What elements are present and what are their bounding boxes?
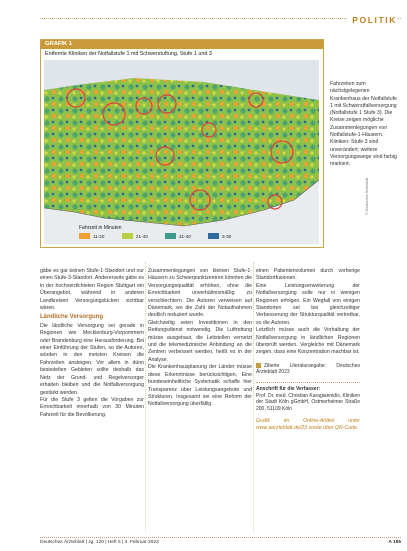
- legend-label: 11-20: [93, 233, 105, 239]
- paragraph: Für die Stufe 3 gelten die Vorgaben zur Erreichbarkeit innerhalb von 30 Minuten Fahrzeit für die Bevölkerung.: [40, 396, 144, 418]
- legend-label: 21-40: [136, 233, 148, 239]
- page-footer: [40, 537, 401, 547]
- paragraph: Eine Leistungserweiterung der Notfallversorgung solle nur in wenigen Regionen erfolgen. Ein Wegfall von einigen Standorten sei bei gleichzeitiger Verbesserung der Strukturqualität vertretbar, so die Autoren.: [256, 282, 360, 326]
- text-column-3: [256, 268, 360, 432]
- author-box: [256, 382, 360, 412]
- legend-item: [208, 233, 251, 239]
- subheading: Ländliche Versorgung: [40, 314, 104, 321]
- square-bullet-icon: [256, 363, 261, 368]
- legend-label: 31-40: [179, 233, 191, 239]
- header-rule: [40, 18, 401, 19]
- paragraph: Die Krankenhausplanung der Länder müsse diese Erkenntnisse berücksichtigen. Eine bundeseinheitliche Systematik schaffe hier Transparenz über Leistungsangebote und Strukturen. Insgesamt sei eine Reform der Notfallversorgung überfällig.: [148, 364, 252, 408]
- column-divider: [145, 262, 146, 532]
- legend-swatch: [165, 233, 176, 239]
- footer-rule: [40, 537, 401, 538]
- legend-swatch: [208, 233, 219, 239]
- legend-item: [79, 233, 122, 239]
- paragraph: Zusammenlegungen von kleinen Stufe-1-Häusern zu Schwerpunktzentren könnten die Versorgungsqualität erhöhen, ohne die Erreichbarkeit unverhältnismäßig zu verschlechtern. Die Autoren verweisen auf Dänemark, wo die Zahl der Notaufnahmen deutlich reduziert wurde.: [148, 268, 252, 319]
- footer-publication: Deutsches Ärzteblatt | Jg. 120 | Heft 5 | 3. Februar 2023: [40, 540, 159, 545]
- legend-row: [79, 233, 251, 239]
- citation-note: [256, 363, 360, 376]
- figure-label: GRAFIK 1: [41, 40, 323, 49]
- citation-text: Zitierte Literaturangabe: Deutsches Ärzteblatt 2023: [256, 362, 360, 376]
- legend-item: [165, 233, 208, 239]
- paragraph: Die ländliche Versorgung sei gerade in Regionen wie Mecklenburg-Vorpommern oder Brandenburg eine Herausforderung. Bei einer Einführung der Stufen, so die Autoren, würden in den meisten Kreisen die Fahrzeiten ansteigen. Vor allem in dünn besiedelten Gebieten sollte deshalb das Netz der Grund- und Regelversorger erhalten bleiben und die Notfallversorgung gestärkt werden.: [40, 322, 144, 396]
- paragraph: Gleichzeitig seien Investitionen in den Rettungsdienst notwendig. Die Luftrettung müsse ausgebaut, die Leitstellen vernetzt und die telemedizinische Anbindung an die Zentren verbessert werden, heißt es in der Analyse.: [148, 319, 252, 363]
- legend-item: [122, 233, 165, 239]
- legend-title: Fahrzeit in Minuten: [79, 225, 122, 231]
- paragraph: einen Patientenvolumen durch vorherige Standortfusionen.: [256, 268, 360, 282]
- column-divider: [253, 262, 254, 532]
- text-column-2: [148, 268, 252, 409]
- legend-swatch: [122, 233, 133, 239]
- figure-title: Entfernte Kliniken der Notfallstufe 1 mit Schwerstuftung, Stufe 1 und 3: [45, 51, 212, 57]
- paragraph: gäbe es gar keinen Stufe-1-Standort und nur einen Stufe-3-Standort. Andererseits gäbe es in der hochverdichteten Region Stuttgart ein Überangebot, während in anderen Landkreisen Versorgungslücken sichtbar wären.: [40, 268, 144, 312]
- copyright-note: © Deutsches Ärzteblatt: [365, 178, 369, 215]
- text-column-1: [40, 268, 144, 419]
- section-label: POLITIK: [348, 15, 397, 25]
- author-box-text: Prof. Dr. med. Christian Karagiannidis, Kliniken der Stadt Köln gGmbH, Ostmerheimer Straße 200, 51109 Köln: [256, 392, 360, 412]
- germany-map: [44, 60, 319, 244]
- legend-label: 3-30: [222, 233, 232, 239]
- page-number: A 195: [388, 540, 401, 545]
- figure-caption: Fahrzeiten zum nächstgelegenen Krankenhaus der Notfallstufe 1 mit Schwerstfallversorgung (Notfallstufe 1 Stufe 3). Die Kreise zeigen mögliche Zusammenlegungen von Notfallstufe-1-Häusern. Kliniken: Stufe 3 sind unverändert; weitere Versorgungswege sind farbig markiert.: [330, 81, 397, 168]
- paragraph: Letztlich müsse auch die Vorhaltung der Notfallversorgung in ländlichen Regionen überprüft werden. Vergleiche mit Dänemark zeigen, dass eine Konzentration machbar ist.: [256, 327, 360, 356]
- author-box-title: Anschrift für die Verfasser:: [256, 386, 321, 393]
- online-link[interactable]: Grafik im Online-Artikel unter www.aerzteblatt.de/23 sowie über QR-Code.: [256, 418, 360, 432]
- legend-swatch: [79, 233, 90, 239]
